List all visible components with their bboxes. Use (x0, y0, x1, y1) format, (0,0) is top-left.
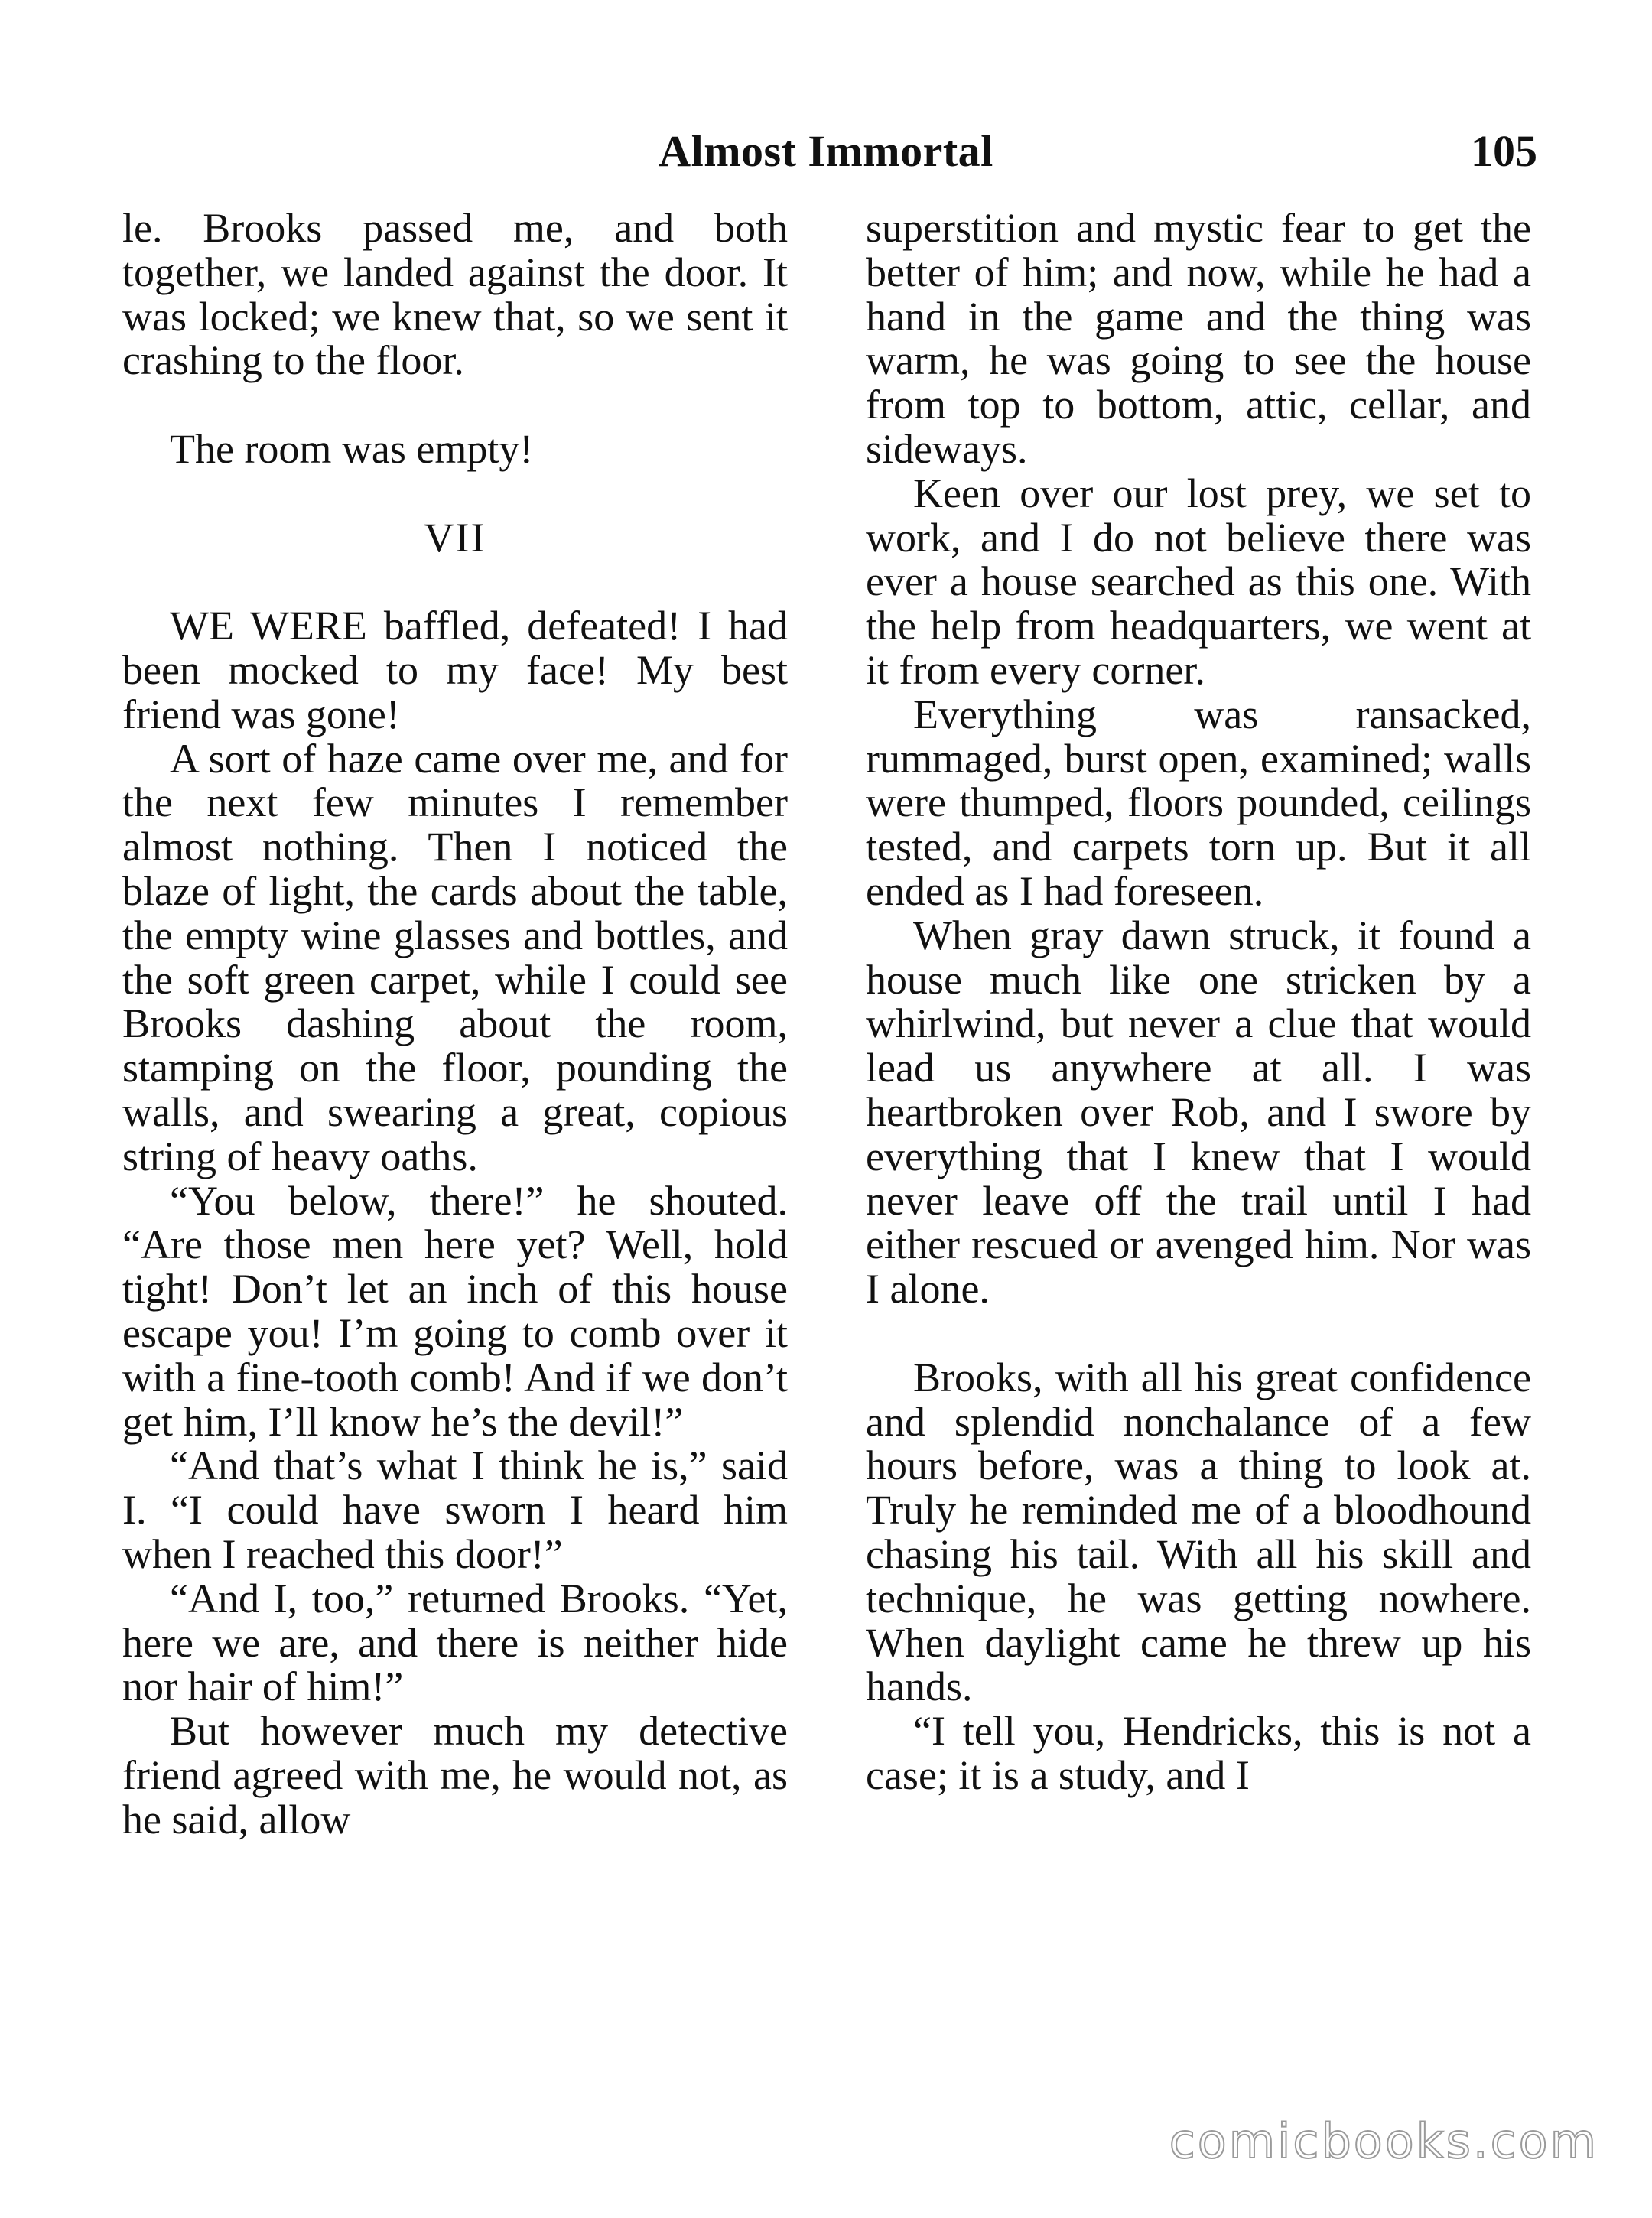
paragraph: But however much my detective friend agreed with me, he would not, as he said, allow (122, 1708, 788, 1842)
paragraph: The room was empty! (170, 425, 534, 472)
running-title: Almost Immortal (659, 126, 993, 176)
section-number: VII (424, 514, 486, 561)
paragraph: Keen over our lost prey, we set to work, and I do not believe there was ever a house searched as this one. With the help from headquarters, we went at it from every corner. (866, 470, 1531, 693)
left-column (122, 207, 788, 1842)
paragraph: “And that’s what I think he is,” said I. “I could have sworn I heard him when I reached this door!” (122, 1442, 788, 1577)
watermark: comicbooks.com (1169, 2113, 1598, 2169)
paragraph: “And I, too,” returned Brooks. “Yet, here we are, and there is neither hide nor hair of him!” (122, 1575, 788, 1710)
paragraph: le. Brooks passed me, and both together, we landed against the door. It was locked; we knew that, so we sent it crashing to the floor. (122, 205, 788, 384)
paragraph: superstition and mystic fear to get the better of him; and now, while he had a hand in the game and the thing was warm, he was going to see the house from top to bottom, attic, cellar, and sideways. (866, 205, 1531, 472)
paragraph: A sort of haze came over me, and for the next few minutes I remember almost nothing. Then I noticed the blaze of light, the cards about the table, the empty wine glasses and bottles, and the soft green carpet, while I could see Brooks dashing about the room, stamping on the floor, pounding the walls, and swearing a great, copious string of heavy oaths. (122, 735, 788, 1179)
paragraph: “You below, there!” he shouted. “Are those men here yet? Well, hold tight! Don’t let an inch of this house escape you! I’m going to comb over it with a fine-tooth comb! And if we don’t get him, I’ll know he’s the devil!” (122, 1177, 788, 1445)
paragraph: Everything was ransacked, rummaged, burst open, examined; walls were thumped, floors pounded, ceilings tested, and carpets torn up. But it all ended as I had foreseen. (866, 691, 1531, 914)
paragraph: “I tell you, Hendricks, this is not a case; it is a study, and I (866, 1708, 1531, 1798)
page-number: 105 (1471, 126, 1537, 176)
right-column (866, 207, 1531, 1798)
paragraph: When gray dawn struck, it found a house much like one stricken by a whirlwind, but never a clue that would lead us anywhere at all. I was heartbroken over Rob, and I swore by everything that I knew that I would never leave off the trail until I had either rescued or avenged him. Nor was I alone. (866, 912, 1531, 1312)
paragraph: WE WERE baffled, defeated! I had been mocked to my face! My best friend was gone! (122, 603, 788, 737)
running-head (115, 121, 1537, 182)
paragraph: Brooks, with all his great confidence and splendid nonchalance of a few hours before, was a thing to look at. Truly he reminded me of a bloodhound chasing his tail. With all his skill and technique, he was getting nowhere. When daylight came he threw up his hands. (866, 1354, 1531, 1710)
